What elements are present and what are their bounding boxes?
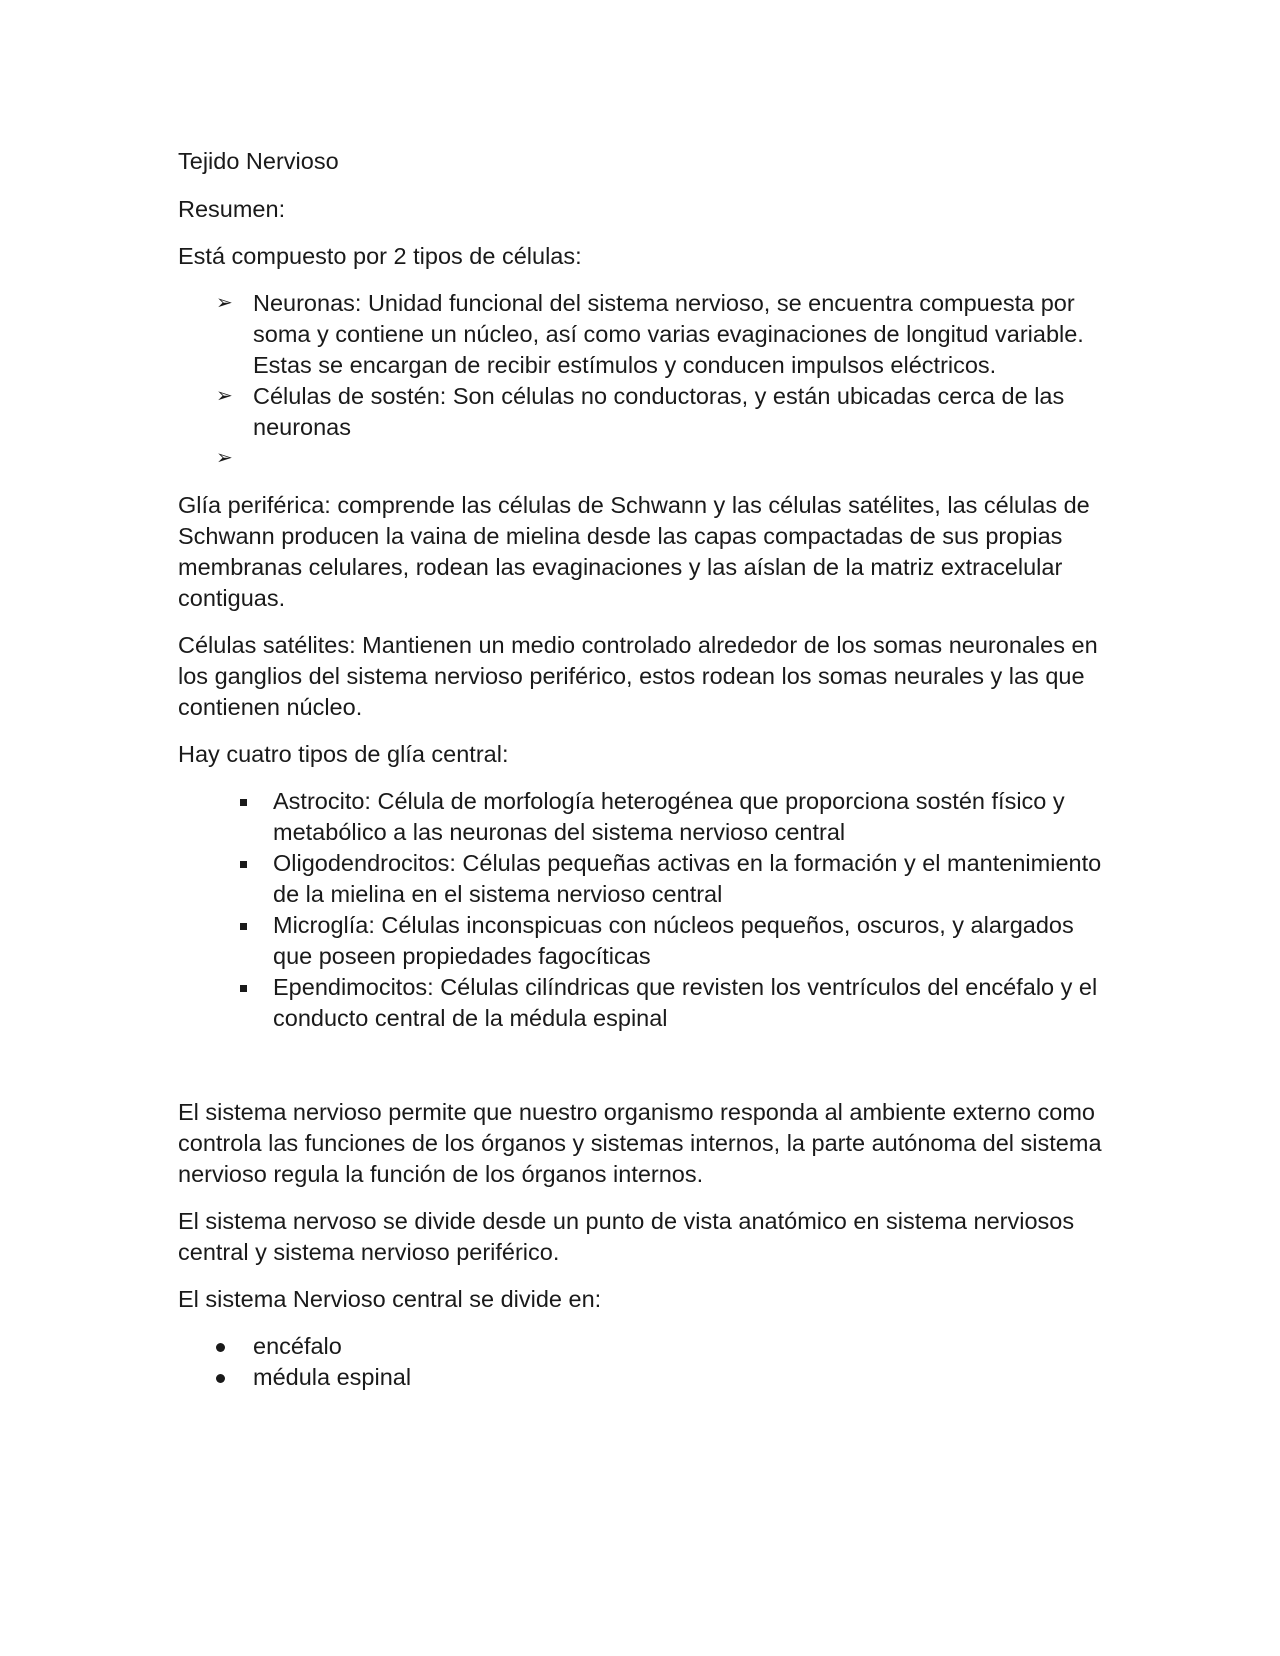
- document-page: [178, 146, 1108, 1409]
- glia-periferica-paragraph: Glía periférica: comprende las células de Schwann y las células satélites, las células de Schwann producen la vaina de mielina desde las capas compactadas de sus propias membranas celulares, rodean las evaginaciones y las aíslan de la matriz extracelular contiguas.: [178, 492, 1090, 611]
- square-bullet-icon: [240, 799, 247, 806]
- snc-intro: El sistema Nervioso central se divide en:: [178, 1286, 602, 1312]
- dot-bullet-icon: [216, 1374, 225, 1383]
- list-item: [178, 972, 1108, 1034]
- glia-central-list: [178, 786, 1108, 1034]
- division-anatomica-paragraph: El sistema nervoso se divide desde un punto de vista anatómico en sistema nerviosos central y sistema nervioso periférico.: [178, 1208, 1075, 1265]
- list-item-text: Astrocito: Célula de morfología heterogénea que proporciona sostén físico y metabólico a las neuronas del sistema nervioso central: [273, 788, 1065, 845]
- dot-bullet-icon: [216, 1343, 225, 1352]
- list-item-text: Neuronas: Unidad funcional del sistema nervioso, se encuentra compuesta por soma y contiene un núcleo, así como varias evaginaciones de longitud variable. Estas se encargan de recibir estímulos y conducen impulsos eléctricos.: [253, 290, 1084, 378]
- list-item-text: médula espinal: [253, 1364, 412, 1390]
- list-item: [178, 1331, 1108, 1362]
- list-item: [178, 786, 1108, 848]
- list-item: [178, 288, 1108, 381]
- celulas-satelites-paragraph: Células satélites: Mantienen un medio controlado alrededor de los somas neuronales en los ganglios del sistema nervioso periférico, estos rodean los somas neurales y las que contienen núcleo.: [178, 632, 1098, 720]
- list-item-text: Células de sostén: Son células no conductoras, y están ubicadas cerca de las neuronas: [253, 383, 1065, 440]
- list-item: [178, 381, 1108, 443]
- square-bullet-icon: [240, 861, 247, 868]
- list-item: [178, 443, 1108, 474]
- glia-central-intro: Hay cuatro tipos de glía central:: [178, 741, 509, 767]
- list-item: [178, 910, 1108, 972]
- arrow-bullet-icon: ➢: [216, 292, 233, 314]
- list-item-text: Oligodendrocitos: Células pequeñas activas en la formación y el mantenimiento de la mielina en el sistema nervioso central: [273, 850, 1102, 907]
- list-item-text: Microglía: Células inconspicuas con núcleos pequeños, oscuros, y alargados que poseen propiedades fagocíticas: [273, 912, 1074, 969]
- list-item-text: encéfalo: [253, 1333, 342, 1359]
- cell-types-list: [178, 288, 1108, 474]
- list-item-text: Ependimocitos: Células cilíndricas que revisten los ventrículos del encéfalo y el conducto central de la médula espinal: [273, 974, 1098, 1031]
- list-item: [178, 848, 1108, 910]
- square-bullet-icon: [240, 923, 247, 930]
- sistema-nervioso-paragraph: El sistema nervioso permite que nuestro organismo responda al ambiente externo como controla las funciones de los órganos y sistemas internos, la parte autónoma del sistema nervioso regula la función de los órganos internos.: [178, 1099, 1102, 1187]
- resumen-heading: Resumen:: [178, 196, 286, 222]
- square-bullet-icon: [240, 985, 247, 992]
- arrow-bullet-icon: ➢: [216, 447, 233, 469]
- blank-line: [178, 1050, 1108, 1097]
- intro-paragraph: Está compuesto por 2 tipos de células:: [178, 243, 582, 269]
- list-item: [178, 1362, 1108, 1393]
- document-title: Tejido Nervioso: [178, 148, 339, 174]
- snc-parts-list: [178, 1331, 1108, 1393]
- arrow-bullet-icon: ➢: [216, 385, 233, 407]
